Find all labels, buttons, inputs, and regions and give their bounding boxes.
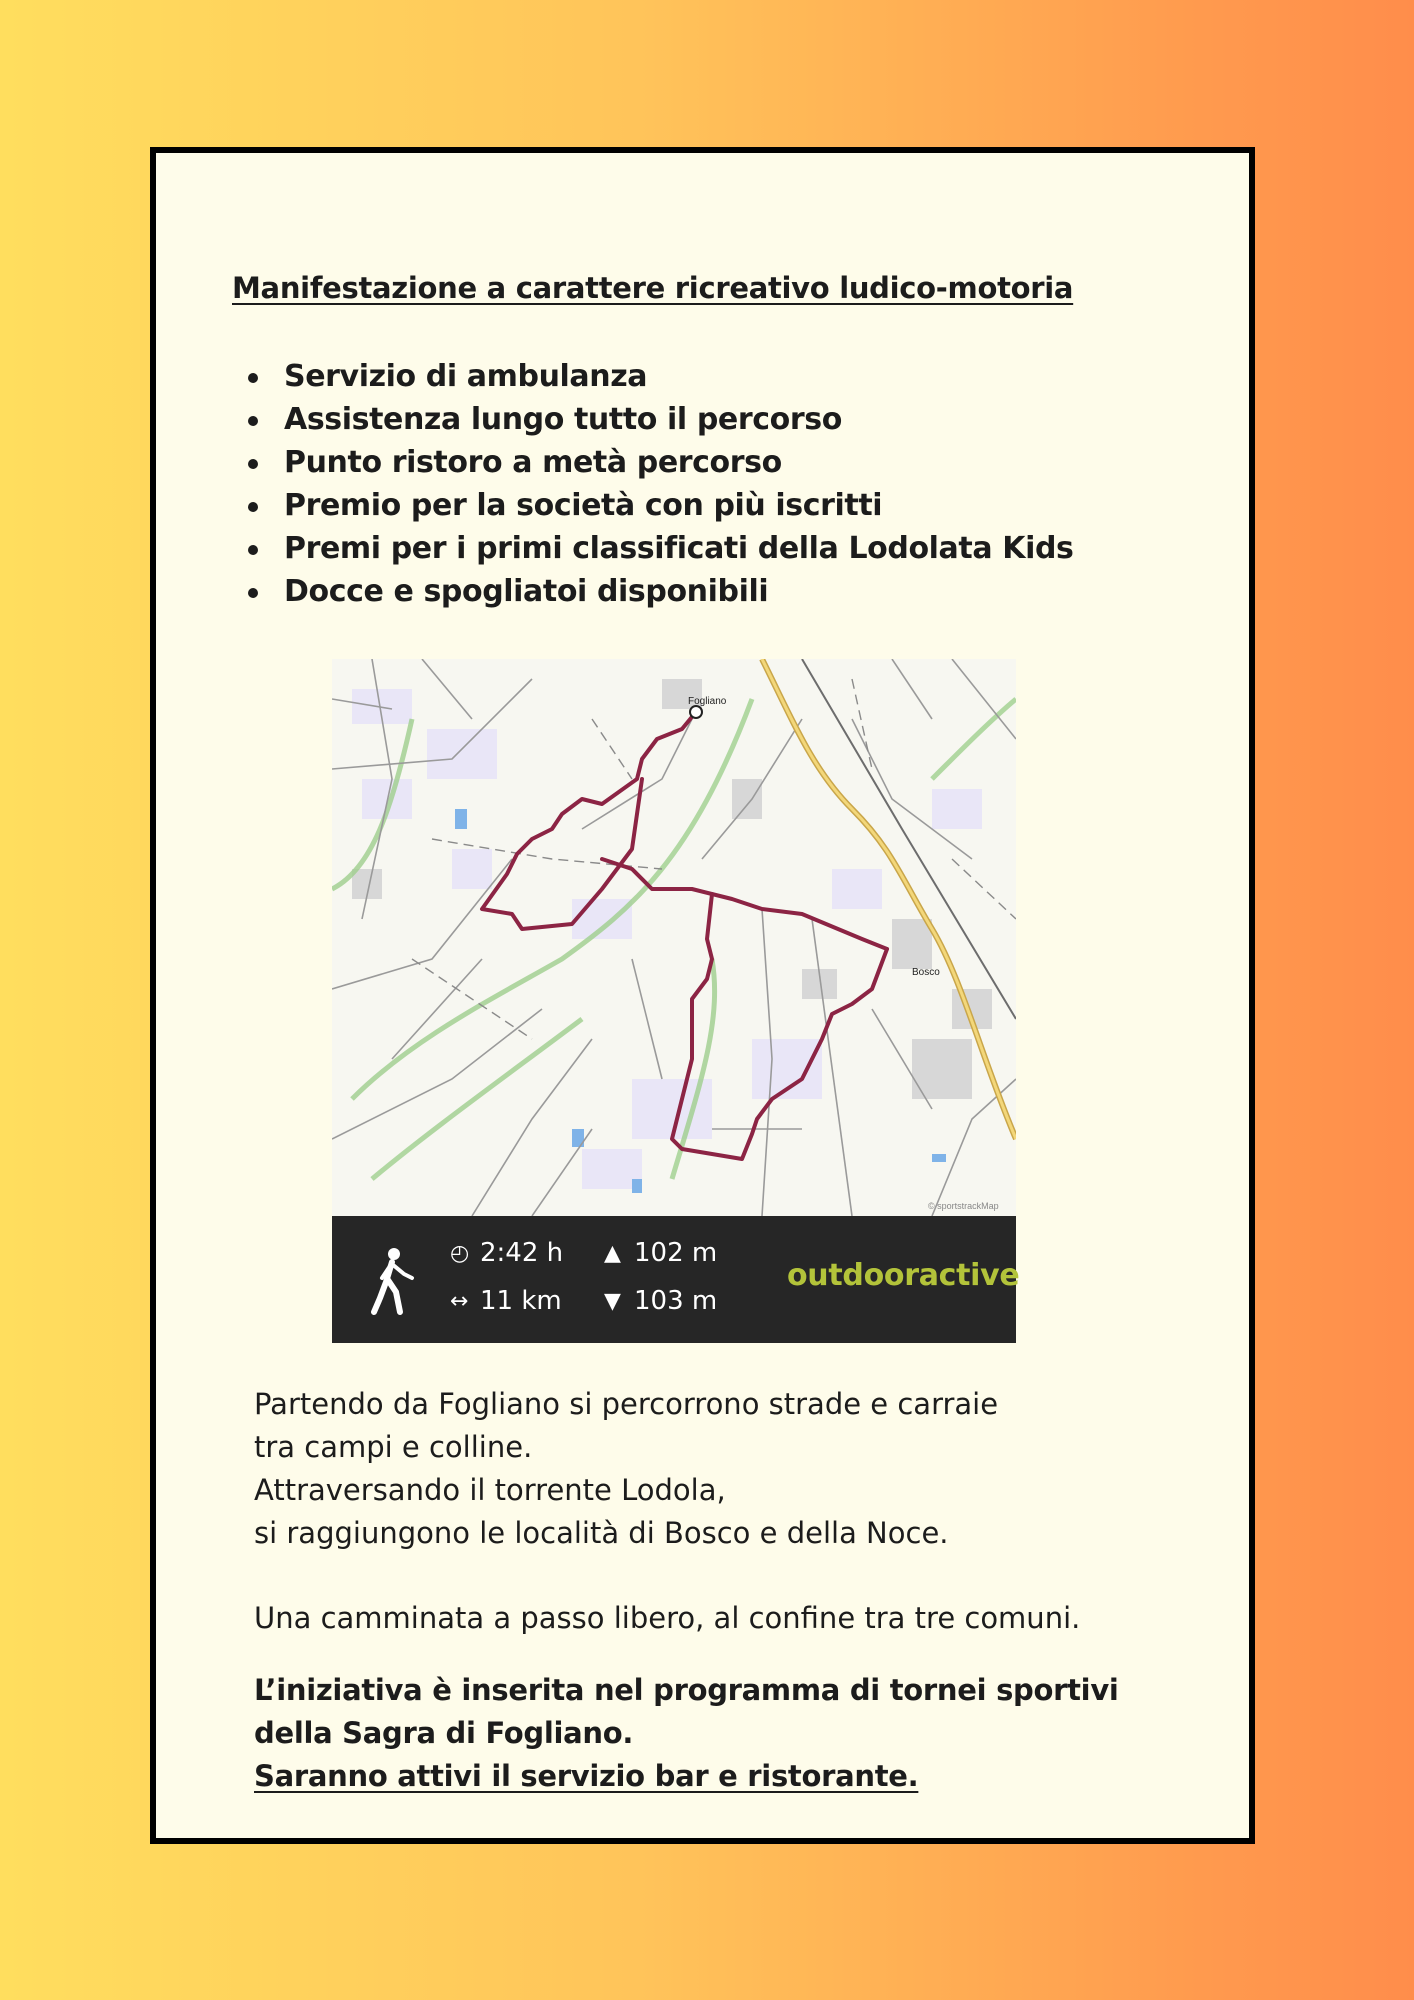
descent-value: 103 m — [634, 1286, 718, 1316]
closing-line: della Sagra di Fogliano. — [254, 1716, 634, 1750]
feature-label: Servizio di ambulanza — [284, 359, 648, 394]
list-item — [234, 355, 1074, 398]
feature-label: Premi per i primi classificati della Lodolata Kids — [284, 531, 1074, 566]
map-attribution: © sportstrackMap — [928, 1201, 999, 1211]
duration-value: 2:42 h — [480, 1238, 564, 1268]
description-line: tra campi e colline. — [254, 1430, 533, 1464]
bullet-icon — [248, 416, 258, 426]
descent-icon: ▼ — [604, 1288, 621, 1314]
list-item — [234, 570, 1074, 613]
list-item — [234, 398, 1074, 441]
route-description — [254, 1383, 1214, 1640]
list-item — [234, 441, 1074, 484]
list-item — [234, 527, 1074, 570]
map-label-fogliano: Fogliano — [688, 696, 727, 707]
descent-stat — [604, 1286, 717, 1316]
closing-notes — [254, 1669, 1214, 1798]
event-flyer-card — [150, 147, 1255, 1844]
route-map-widget — [332, 659, 1020, 1343]
ascent-stat — [604, 1238, 717, 1268]
route-map[interactable] — [332, 659, 1016, 1216]
distance-arrow-icon: ↔ — [450, 1288, 469, 1314]
hiker-icon — [370, 1246, 416, 1316]
feature-label: Docce e spogliatoi disponibili — [284, 574, 769, 609]
start-marker-icon — [690, 706, 702, 718]
list-item — [234, 484, 1074, 527]
page-title: Manifestazione a carattere ricreativo ludico-motoria — [232, 271, 1074, 305]
outdooractive-logo[interactable]: outdooractive — [787, 1258, 1020, 1293]
feature-label: Assistenza lungo tutto il percorso — [284, 402, 842, 437]
bullet-icon — [248, 459, 258, 469]
map-label-bosco: Bosco — [912, 967, 940, 978]
distance-stat — [450, 1286, 562, 1316]
bullet-icon — [248, 588, 258, 598]
ascent-icon: ▲ — [604, 1240, 621, 1266]
duration-stat — [450, 1238, 563, 1268]
description-line: Partendo da Fogliano si percorrono strade e carraie — [254, 1387, 999, 1421]
description-line: Attraversando il torrente Lodola, — [254, 1473, 726, 1507]
bullet-icon — [248, 545, 258, 555]
route-stats-bar — [332, 1216, 1020, 1343]
distance-value: 11 km — [480, 1286, 562, 1316]
tagline: Una camminata a passo libero, al confine tra tre comuni. — [254, 1601, 1081, 1635]
ascent-value: 102 m — [634, 1238, 718, 1268]
map-landuse — [352, 689, 982, 1189]
clock-icon: ◴ — [450, 1240, 470, 1266]
bullet-icon — [248, 502, 258, 512]
description-line: si raggiungono le località di Bosco e della Noce. — [254, 1516, 949, 1550]
feature-label: Punto ristoro a metà percorso — [284, 445, 782, 480]
bullet-icon — [248, 373, 258, 383]
feature-label: Premio per la società con più iscritti — [284, 488, 883, 523]
features-list — [234, 355, 1074, 613]
closing-line: L’iniziativa è inserita nel programma di tornei sportivi — [254, 1673, 1119, 1707]
closing-line-underlined: Saranno attivi il servizio bar e ristorante. — [254, 1759, 919, 1793]
